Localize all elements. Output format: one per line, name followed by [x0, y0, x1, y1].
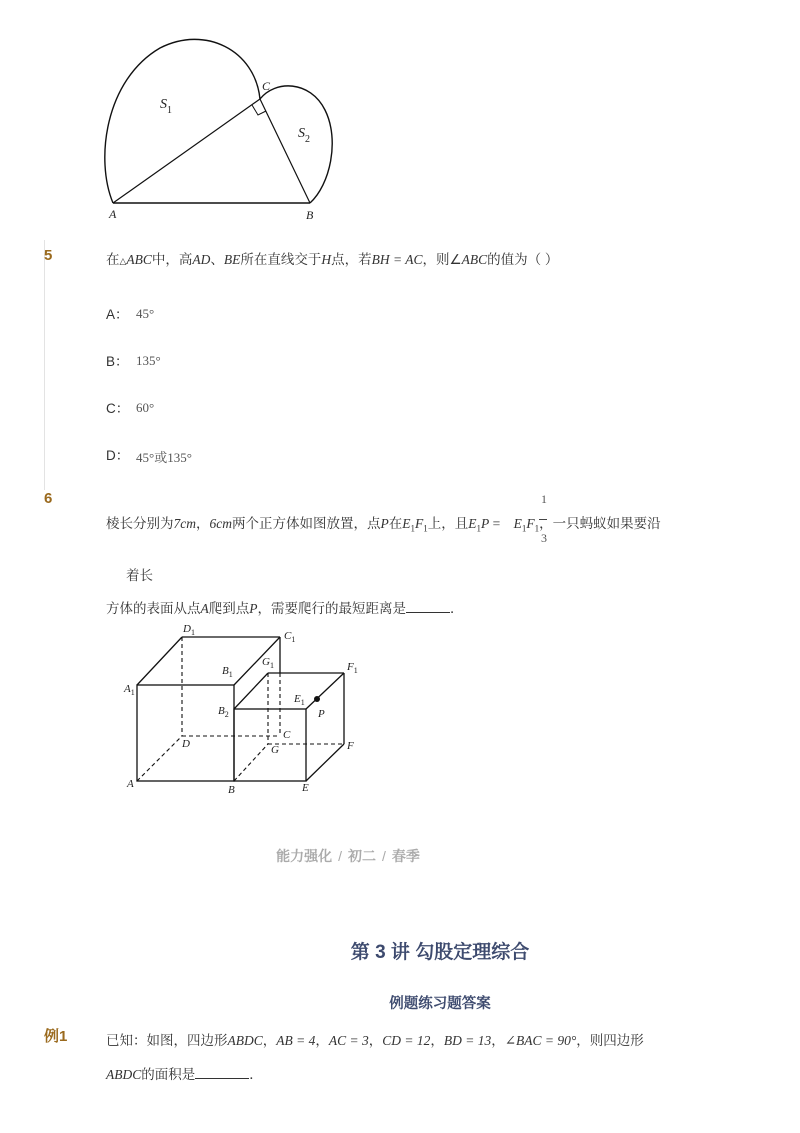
label-d: D	[182, 738, 190, 750]
label-p: P	[318, 708, 325, 720]
two-cubes-figure	[120, 615, 370, 800]
label-s1: $S_1$	[160, 97, 172, 116]
label-d1: $D_1$	[183, 623, 195, 637]
point-p-marker	[314, 696, 320, 702]
label-b1: $B_1$	[222, 665, 233, 679]
big-cube-front-face	[137, 685, 234, 781]
question-6-line-2: 着长	[126, 568, 153, 583]
answer-blank[interactable]	[406, 600, 450, 613]
label-s2: $S_2$	[298, 126, 310, 145]
segment-ac	[113, 99, 260, 203]
label-a: A	[109, 207, 117, 221]
label-f: F	[347, 740, 354, 752]
option-b-value: 135°	[136, 353, 161, 368]
label-b: B	[306, 208, 314, 222]
label-b: B	[228, 784, 235, 796]
small-cube-front-face	[234, 709, 306, 781]
question-5-number: 5	[44, 247, 53, 264]
fraction-numerator: 1	[541, 492, 547, 506]
answer-blank[interactable]	[195, 1066, 249, 1079]
page-footer: 能力强化 / 初二 / 春季	[276, 848, 420, 864]
label-a: A	[127, 778, 134, 790]
label-g: G	[271, 744, 279, 756]
label-f1: $F_1$	[347, 661, 358, 675]
question-6-line-3: 方体的表面从点A爬到点P，需要爬行的最短距离是 ．	[106, 601, 464, 616]
example-1-line-1: 已知：如图，四边形ABDC，AB = 4，AC = 3，CD = 12，BD = 13，∠BAC = 90°，则四边形	[106, 1033, 644, 1048]
option-d-label: D：	[106, 448, 130, 463]
example-1-line-2: ABDC的面积是 ．	[106, 1067, 263, 1082]
option-a-value: 45°	[136, 306, 155, 321]
semicircle-figure	[100, 30, 350, 230]
semicircle-s2-arc	[260, 86, 332, 203]
lecture-title: 第 3 讲 勾股定理综合	[350, 942, 530, 963]
label-c1: $C_1$	[284, 630, 296, 644]
question-6-number: 6	[44, 490, 53, 507]
option-d-value: 45°或135°	[136, 450, 192, 465]
label-b2: $B_2$	[218, 705, 229, 719]
label-c: C	[283, 729, 291, 741]
label-e: E	[302, 782, 309, 794]
semicircle-s1-arc	[105, 39, 260, 203]
fraction-bar	[539, 519, 547, 520]
label-a1: $A_1$	[124, 683, 135, 697]
segment-cb	[260, 99, 310, 203]
example-1-number: 例1	[44, 1028, 68, 1045]
option-b-label: B：	[106, 354, 129, 369]
option-c-label: C：	[106, 401, 130, 416]
label-c: C	[262, 79, 271, 93]
label-g1: $G_1$	[262, 656, 274, 670]
option-a-label: A：	[106, 307, 129, 322]
margin-line	[44, 240, 45, 490]
lecture-subtitle: 例题练习题答案	[389, 996, 491, 1012]
fraction-denominator: 3	[541, 531, 547, 545]
option-c-value: 60°	[136, 400, 155, 415]
question-6-line-1: 棱长分别为7cm，6cm两个正方体如图放置，点P在$E_1F_1$上，且$E_1P = E_1F_1$，一只蚂蚁如果要沿	[106, 516, 661, 534]
question-5-text: 在△ABC中，高AD、BE所在直线交于H点，若BH = AC，则∠ABC的值为（ ）	[106, 252, 559, 267]
label-e1: $E_1$	[294, 693, 305, 707]
